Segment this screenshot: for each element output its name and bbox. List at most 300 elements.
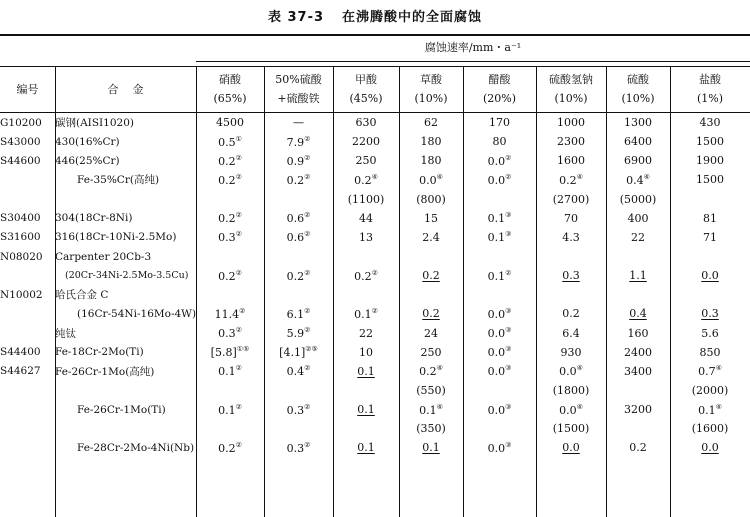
rate-value: 1600 <box>557 154 585 168</box>
rate-value: 71 <box>703 230 717 244</box>
alloy-code <box>0 190 55 209</box>
rate-value: 10 <box>359 345 373 359</box>
alloy-name: 430(16%Cr) <box>55 135 120 148</box>
footnote-mark: ④ <box>576 364 583 373</box>
rate-cell <box>399 285 463 304</box>
rate-value: 0.2 <box>562 307 580 321</box>
rate-value: 250 <box>355 154 377 168</box>
footnote-mark: ② <box>235 364 242 373</box>
table-row <box>0 151 750 170</box>
rate-value: 0.2 <box>354 269 372 283</box>
rate-cell <box>536 381 606 400</box>
rate-cell <box>536 362 606 381</box>
alloy-name <box>55 419 196 438</box>
rate-cell <box>463 400 536 419</box>
rate-cell <box>399 362 463 381</box>
rate-cell <box>196 132 264 151</box>
rate-cell <box>463 132 536 151</box>
alloy-name: Fe-26Cr-1Mo(高纯) <box>55 365 155 378</box>
rate-cell <box>463 209 536 228</box>
alloy-name: 316(18Cr-10Ni-2.5Mo) <box>55 231 177 244</box>
corrosion-table <box>0 66 750 458</box>
alloy-code <box>0 419 55 438</box>
rate-value: 1300 <box>624 116 652 130</box>
rate-cell <box>333 438 399 457</box>
rate-cell <box>606 343 670 362</box>
alloy-name: 碳钢(AISI1020) <box>55 117 134 130</box>
rate-value: 0.1 <box>218 365 236 379</box>
rate-value: — <box>293 116 304 130</box>
rate-cell <box>196 113 264 133</box>
rate-cell <box>196 266 264 285</box>
rate-cell <box>264 438 333 457</box>
rate-value: 0.3 <box>286 403 305 417</box>
footnote-mark: ④ <box>576 172 583 181</box>
rate-value: 81 <box>703 211 717 225</box>
footnote-mark: ② <box>235 172 242 181</box>
alloy-name <box>55 190 196 209</box>
alloy-code <box>0 266 55 285</box>
rate-cell <box>333 362 399 381</box>
footnote-mark: ② <box>304 268 311 277</box>
rate-cell <box>333 151 399 170</box>
table-row <box>0 419 750 438</box>
rate-cell <box>399 151 463 170</box>
rate-value: 0.1 <box>422 441 440 455</box>
rate-value: 180 <box>420 135 442 149</box>
rate-value: 5.6 <box>701 326 719 340</box>
rate-cell <box>536 419 606 438</box>
rate-cell <box>264 209 333 228</box>
top-rule <box>0 34 750 36</box>
rate-cell <box>463 362 536 381</box>
rate-cell <box>670 247 750 266</box>
rate-value: 0.0 <box>559 403 577 417</box>
table-row <box>0 266 750 285</box>
footnote-mark: ③ <box>505 402 512 411</box>
rate-cell <box>536 190 606 209</box>
alloy-name: 哈氏合金 C <box>55 289 109 302</box>
rate-value: 0.1 <box>487 212 506 226</box>
footnote-mark: ③ <box>505 364 512 373</box>
rate-value: 0.2 <box>218 173 236 187</box>
rate-cell <box>536 285 606 304</box>
header-sulfuric: 硫酸 (10%) <box>621 73 655 105</box>
rate-value: 0.3 <box>218 231 236 245</box>
rate-value: 930 <box>560 345 582 359</box>
footnote-mark: ② <box>235 440 242 449</box>
rate-value: 850 <box>699 345 721 359</box>
rate-value: 0.6 <box>286 231 305 245</box>
rate-cell <box>536 113 606 133</box>
rate-cell <box>606 228 670 247</box>
rate-value: 70 <box>564 211 578 225</box>
rate-value: (550) <box>416 384 446 398</box>
table-row <box>0 113 750 133</box>
rate-cell <box>264 266 333 285</box>
rate-cell <box>606 266 670 285</box>
rate-value: 0.2 <box>354 173 372 187</box>
rate-value: 62 <box>424 116 438 130</box>
rate-cell <box>399 304 463 323</box>
footnote-mark: ④ <box>436 172 443 181</box>
rate-value: 0.3 <box>562 269 580 283</box>
rate-value: 0.0 <box>562 441 580 455</box>
footnote-mark: ③ <box>505 306 512 315</box>
table-row <box>0 132 750 151</box>
rate-cell <box>196 228 264 247</box>
footnote-mark: ③ <box>505 230 512 239</box>
rate-value: 4500 <box>216 116 244 130</box>
rate-cell <box>670 438 750 457</box>
footnote-mark: ② <box>235 153 242 162</box>
rate-cell <box>196 285 264 304</box>
rate-value: 0.0 <box>487 403 506 417</box>
rate-cell <box>399 113 463 133</box>
table-row <box>0 304 750 323</box>
rate-value: 0.1 <box>487 269 506 283</box>
rate-cell <box>463 304 536 323</box>
header-code: 编号 <box>16 82 39 96</box>
rate-cell <box>536 304 606 323</box>
rate-cell <box>670 381 750 400</box>
rate-value: 0.0 <box>419 173 437 187</box>
alloy-code: G10200 <box>0 116 42 129</box>
rate-value: 0.2 <box>629 441 647 455</box>
rate-value: [4.1] <box>279 346 306 360</box>
alloy-name: 304(18Cr-8Ni) <box>55 212 133 225</box>
footnote-mark: ② <box>304 134 311 143</box>
footnote-mark: ② <box>371 306 378 315</box>
table-row <box>0 400 750 419</box>
table-row <box>0 343 750 362</box>
rate-cell <box>399 381 463 400</box>
rate-cell <box>670 151 750 170</box>
rate-cell <box>670 304 750 323</box>
rate-value: 0.1 <box>218 403 236 417</box>
rate-cell <box>399 266 463 285</box>
header-formic: 甲酸 (45%) <box>349 73 383 105</box>
rate-cell <box>264 132 333 151</box>
rate-cell <box>333 132 399 151</box>
rate-value: 0.2 <box>218 441 236 455</box>
rate-cell <box>536 170 606 189</box>
alloy-name: (16Cr-54Ni-16Mo-4W) <box>77 307 196 320</box>
rate-value: 0.7 <box>698 365 716 379</box>
rate-value: 0.0 <box>487 173 506 187</box>
footnote-mark: ④ <box>576 402 583 411</box>
rate-value: 170 <box>489 116 510 130</box>
rate-cell <box>399 343 463 362</box>
alloy-name: Fe-18Cr-2Mo(Ti) <box>55 346 144 359</box>
table-row <box>0 170 750 189</box>
alloy-code: S43000 <box>0 135 41 148</box>
rate-value: 0.2 <box>422 269 440 283</box>
table-number: 表 37-3 <box>267 10 325 25</box>
rate-value: 1900 <box>696 154 724 168</box>
header-hydrochloric: 盐酸 (1%) <box>696 73 724 105</box>
rate-cell <box>333 170 399 189</box>
rate-value: 0.0 <box>487 327 506 341</box>
footnote-mark: ③ <box>505 440 512 449</box>
rate-value: 0.0 <box>701 441 719 455</box>
rate-cell <box>606 419 670 438</box>
rate-cell <box>264 170 333 189</box>
rate-value: 0.1 <box>357 364 375 378</box>
rate-value: 6.1 <box>286 307 305 321</box>
footnote-mark: ① <box>235 134 242 143</box>
footnote-mark: ④ <box>715 402 722 411</box>
rate-value: (350) <box>416 422 446 436</box>
rate-cell <box>196 438 264 457</box>
rate-value: 0.2 <box>218 212 236 226</box>
rate-cell <box>264 419 333 438</box>
footnote-mark: ② <box>304 364 311 373</box>
footnote-mark: ④ <box>715 364 722 373</box>
rate-value: 0.5 <box>218 135 236 149</box>
rate-value: (1600) <box>691 422 729 436</box>
rate-value: 1500 <box>696 173 724 187</box>
rate-value: 250 <box>420 345 442 359</box>
rate-value: 0.1 <box>357 403 375 417</box>
rate-value: 0.2 <box>286 269 305 283</box>
rate-cell <box>606 438 670 457</box>
rate-cell <box>196 170 264 189</box>
rate-cell <box>670 419 750 438</box>
rate-cell <box>399 324 463 343</box>
rate-value: 0.0 <box>701 269 719 283</box>
rate-value: (5000) <box>619 192 657 206</box>
rate-value: 3200 <box>624 403 652 417</box>
table-row <box>0 438 750 457</box>
rate-value: 2400 <box>624 345 652 359</box>
rate-value: (1800) <box>552 384 590 398</box>
alloy-code: N10002 <box>0 288 43 301</box>
alloy-name <box>55 381 196 400</box>
rate-cell <box>536 228 606 247</box>
table-caption: 在沸腾酸中的全面腐蚀 <box>342 10 483 25</box>
alloy-code: S44627 <box>0 365 41 378</box>
rate-cell <box>606 247 670 266</box>
rate-cell <box>264 247 333 266</box>
rate-cell <box>536 209 606 228</box>
alloy-name: 446(25%Cr) <box>55 154 120 167</box>
rate-value: 0.0 <box>487 307 506 321</box>
rate-cell <box>264 343 333 362</box>
table-row <box>0 190 750 209</box>
footnote-mark: ② <box>235 268 242 277</box>
rate-cell <box>606 304 670 323</box>
rate-cell <box>463 381 536 400</box>
rate-cell <box>399 132 463 151</box>
rate-cell <box>606 362 670 381</box>
rate-cell <box>264 190 333 209</box>
rate-cell <box>264 324 333 343</box>
rate-value: 2200 <box>352 135 380 149</box>
rate-cell <box>196 304 264 323</box>
alloy-name: 纯钛 <box>55 327 76 340</box>
footnote-mark: ② <box>235 326 242 335</box>
rate-value: 6900 <box>624 154 652 168</box>
table-row <box>0 228 750 247</box>
rate-cell <box>463 190 536 209</box>
alloy-code <box>0 381 55 400</box>
rate-value: 400 <box>627 211 649 225</box>
rate-value: 0.1 <box>357 441 375 455</box>
alloy-code: S31600 <box>0 231 41 244</box>
rate-cell <box>536 324 606 343</box>
rate-value: 24 <box>424 326 438 340</box>
footnote-mark: ③ <box>505 345 512 354</box>
rate-value: 4.3 <box>562 230 580 244</box>
rate-cell <box>333 209 399 228</box>
rate-value: 1000 <box>557 116 585 130</box>
rate-cell <box>670 190 750 209</box>
rate-cell <box>606 132 670 151</box>
rate-cell <box>536 247 606 266</box>
unit-label: 腐蚀速率/mm・a⁻¹ <box>424 41 522 54</box>
rate-cell <box>606 209 670 228</box>
table-row <box>0 381 750 400</box>
rate-value: [5.8] <box>210 346 237 360</box>
rate-value: 2300 <box>557 135 585 149</box>
footnote-mark: ② <box>304 230 311 239</box>
rate-cell <box>606 190 670 209</box>
rate-value: 0.0 <box>487 365 506 379</box>
header-sodium-bisulfate: 硫酸氢钠 (10%) <box>549 73 593 105</box>
rate-cell <box>333 113 399 133</box>
footnote-mark: ② <box>505 153 512 162</box>
rate-cell <box>536 151 606 170</box>
alloy-code: N08020 <box>0 250 43 263</box>
rate-cell <box>463 266 536 285</box>
rate-cell <box>670 285 750 304</box>
rate-cell <box>264 304 333 323</box>
rate-value: 0.4 <box>629 307 647 321</box>
rate-value: (1100) <box>347 192 385 206</box>
rate-value: 0.2 <box>422 307 440 321</box>
alloy-name: (20Cr-34Ni-2.5Mo-3.5Cu) <box>65 270 189 282</box>
rate-cell <box>399 419 463 438</box>
alloy-code <box>0 304 55 323</box>
footnote-mark: ② <box>304 440 311 449</box>
footnote-mark: ② <box>235 402 242 411</box>
rate-cell <box>536 343 606 362</box>
rate-value: 11.4 <box>214 307 240 321</box>
rate-value: 0.0 <box>487 346 506 360</box>
rate-cell <box>463 285 536 304</box>
rate-value: 0.1 <box>698 403 716 417</box>
footnote-mark: ② <box>304 326 311 335</box>
rate-cell <box>670 209 750 228</box>
footnote-mark: ② <box>304 153 311 162</box>
rate-cell <box>333 324 399 343</box>
rate-cell <box>333 343 399 362</box>
rate-cell <box>264 400 333 419</box>
rate-cell <box>606 400 670 419</box>
rate-cell <box>536 266 606 285</box>
rate-value: (2700) <box>552 192 590 206</box>
rate-cell <box>463 113 536 133</box>
rate-cell <box>399 209 463 228</box>
footnote-mark: ② <box>304 172 311 181</box>
table-row <box>0 324 750 343</box>
rate-cell <box>536 400 606 419</box>
rate-value: 15 <box>424 211 438 225</box>
rate-cell <box>670 362 750 381</box>
rate-value: 5.9 <box>286 327 305 341</box>
header-nitric: 硝酸 (65%) <box>213 73 247 105</box>
rate-cell <box>196 362 264 381</box>
header-alloy: 合 金 <box>107 82 144 96</box>
rate-value: 0.2 <box>218 269 236 283</box>
rate-value: 0.0 <box>487 154 506 168</box>
alloy-name: Fe-28Cr-2Mo-4Ni(Nb) <box>77 441 195 454</box>
rate-cell <box>670 343 750 362</box>
rate-cell <box>670 132 750 151</box>
rate-cell <box>463 228 536 247</box>
rate-value: 0.0 <box>559 365 577 379</box>
rate-cell <box>264 151 333 170</box>
rate-cell <box>333 419 399 438</box>
table-row <box>0 362 750 381</box>
rate-value: 3400 <box>624 364 652 378</box>
footnote-mark: ② <box>239 306 246 315</box>
rate-value: (1500) <box>552 422 590 436</box>
rate-cell <box>463 438 536 457</box>
footnote-mark: ④ <box>643 172 650 181</box>
alloy-name: Carpenter 20Cb-3 <box>55 250 152 263</box>
rate-cell <box>333 247 399 266</box>
rate-cell <box>196 324 264 343</box>
rate-cell <box>196 209 264 228</box>
footnote-mark: ④ <box>436 364 443 373</box>
rate-cell <box>196 343 264 362</box>
rate-cell <box>399 438 463 457</box>
footnote-mark: ② <box>505 172 512 181</box>
rate-cell <box>399 247 463 266</box>
rate-cell <box>196 400 264 419</box>
table-row <box>0 209 750 228</box>
rate-value: 0.4 <box>286 365 305 379</box>
rate-cell <box>196 381 264 400</box>
rate-cell <box>333 381 399 400</box>
rate-value: 6400 <box>624 135 652 149</box>
rate-cell <box>264 362 333 381</box>
alloy-name: Fe-26Cr-1Mo(Ti) <box>77 403 166 416</box>
rate-cell <box>399 400 463 419</box>
unit-rule <box>196 61 750 62</box>
header-oxalic: 草酸 (10%) <box>414 73 448 105</box>
rate-cell <box>264 285 333 304</box>
footnote-mark: ② <box>235 230 242 239</box>
rate-value: 0.0 <box>487 441 506 455</box>
rate-value: 630 <box>355 116 377 130</box>
rate-cell <box>196 190 264 209</box>
rate-cell <box>463 419 536 438</box>
rate-cell <box>333 190 399 209</box>
rate-cell <box>536 132 606 151</box>
rate-value: 0.3 <box>218 327 236 341</box>
rate-cell <box>670 113 750 133</box>
rate-cell <box>536 438 606 457</box>
footnote-mark: ② <box>235 211 242 220</box>
rate-cell <box>606 113 670 133</box>
rate-value: 160 <box>627 326 649 340</box>
alloy-code <box>0 324 55 343</box>
table-title <box>0 6 750 25</box>
table-row <box>0 247 750 266</box>
